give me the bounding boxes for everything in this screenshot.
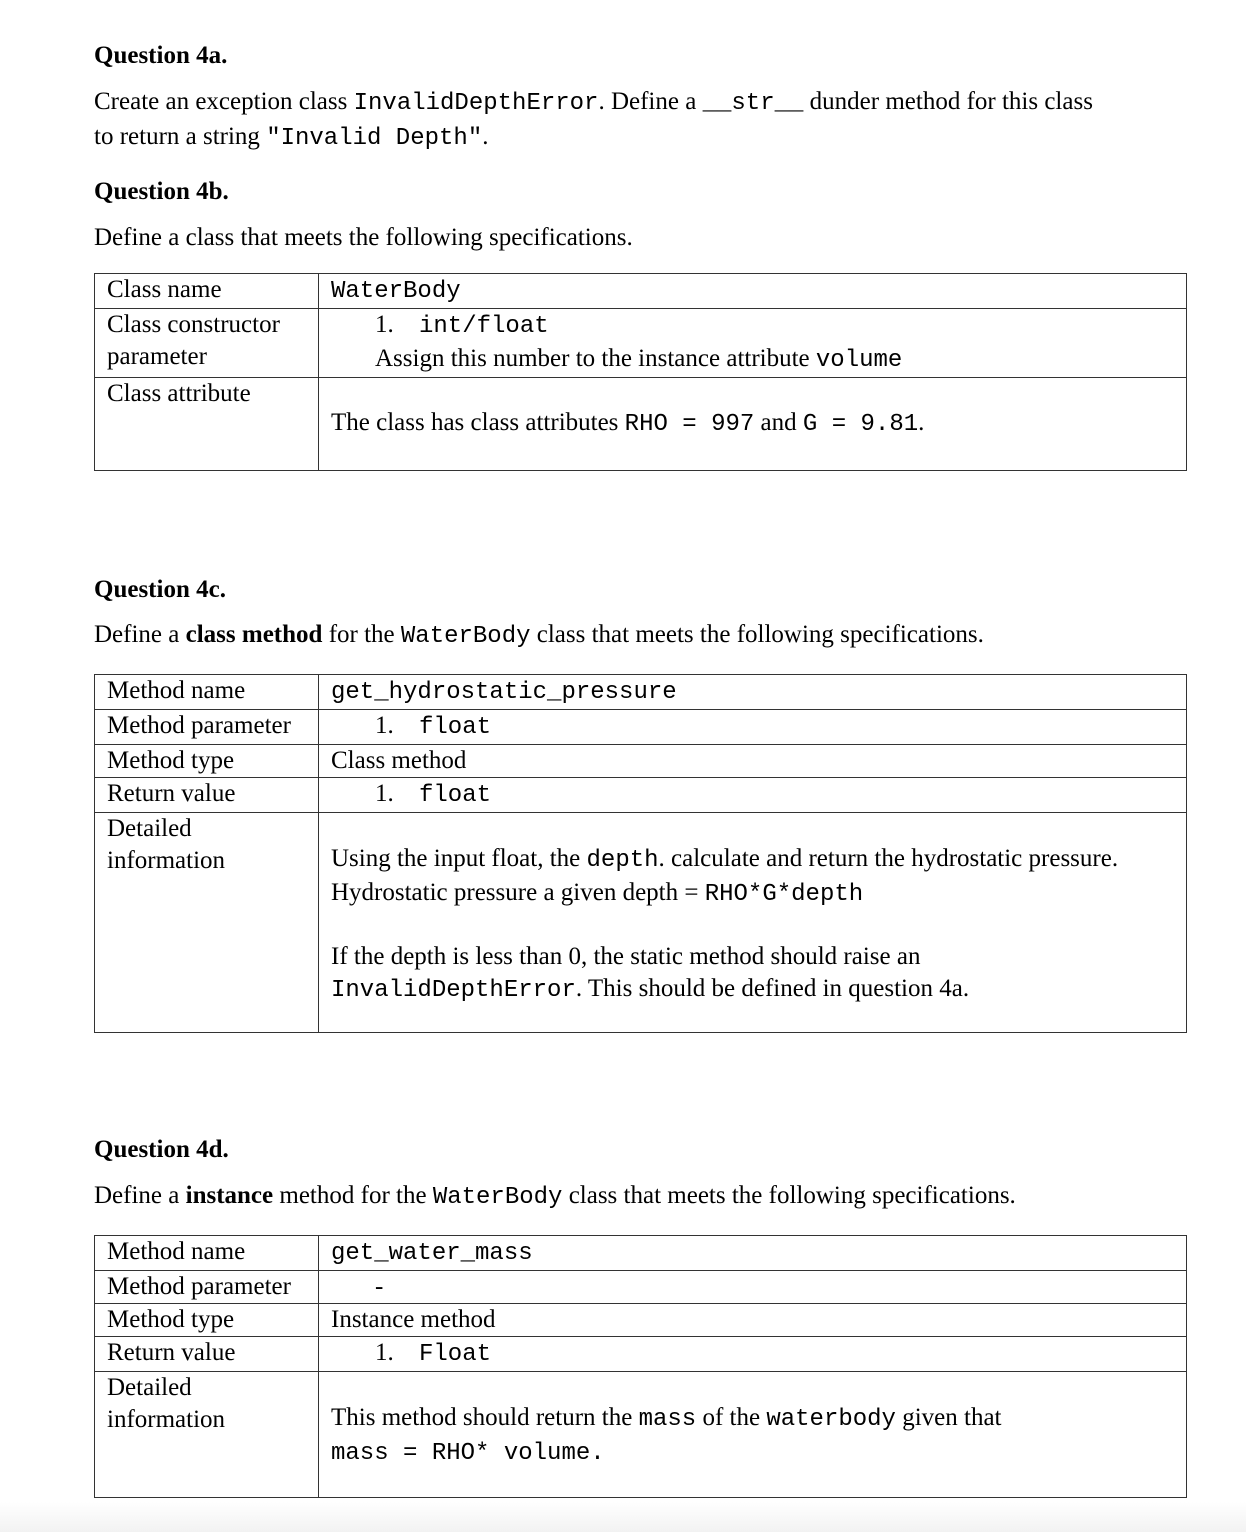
param-type: int/float (419, 313, 549, 340)
row-value (319, 1337, 1187, 1372)
row-value: Class method (319, 745, 1187, 778)
q4a-string-code: "Invalid Depth" (266, 125, 483, 152)
row-value: Instance method (319, 1304, 1187, 1337)
intro-text: method for the (273, 1182, 433, 1209)
row-label: Method name (95, 675, 319, 710)
q4a-text: dunder method for this class (803, 88, 1093, 115)
table-row (95, 309, 1187, 378)
param-type: float (419, 714, 492, 741)
row-label: Return value (95, 778, 319, 813)
table-row (95, 675, 1187, 710)
param-line (331, 710, 491, 744)
q4b-spec-table (94, 273, 1187, 471)
detail-text: of the (696, 1404, 767, 1431)
param-line: - (375, 1273, 384, 1300)
q4c-intro (94, 621, 984, 650)
intro-bold: class method (185, 621, 323, 648)
q4c-spec-table (94, 674, 1187, 1033)
row-label: Method parameter (95, 1271, 319, 1304)
row-label-line: Detailed (107, 815, 192, 842)
table-row (95, 1236, 1187, 1271)
row-value (319, 274, 1187, 309)
table-row (95, 378, 1187, 471)
detail-text: given that (895, 1404, 1002, 1431)
row-label-line: information (107, 1406, 226, 1433)
table-row (95, 274, 1187, 309)
row-label-line: Class constructor (107, 311, 280, 338)
q4a-text: Create an exception class (94, 88, 354, 115)
q4a-paragraph-line2 (94, 123, 488, 152)
table-row (95, 813, 1187, 1033)
param-desc (331, 343, 902, 377)
detail-code: waterbody (766, 1406, 896, 1433)
detail-code: InvalidDepthError (331, 977, 576, 1004)
detail-line (331, 1436, 1174, 1470)
attr-code: G = 9.81 (802, 411, 919, 438)
row-value (319, 378, 1187, 471)
intro-bold: instance (185, 1182, 274, 1209)
return-line (331, 1337, 491, 1371)
intro-text: class that meets the following specifications. (530, 621, 984, 648)
detail-text: Using the input float, the (331, 845, 587, 872)
detail-line (331, 843, 1174, 877)
desc-text: Assign this number to the instance attribute (375, 345, 816, 372)
return-type: float (419, 782, 492, 809)
detail-code: mass (638, 1406, 697, 1433)
row-label (95, 813, 319, 1033)
detail-text: Hydrostatic pressure a given depth = (331, 879, 705, 906)
q4b-intro: Define a class that meets the following specifications. (94, 224, 633, 251)
row-label: Return value (95, 1337, 319, 1372)
q4a-class-code: InvalidDepthError (353, 90, 599, 117)
row-value (319, 1236, 1187, 1271)
row-value (319, 1271, 1187, 1304)
detail-code: RHO*G*depth (704, 881, 864, 908)
row-label: Method parameter (95, 710, 319, 745)
q4a-text: . (482, 123, 489, 150)
intro-text: for the (322, 621, 401, 648)
table-row (95, 1271, 1187, 1304)
list-number: 1. (375, 712, 394, 739)
table-row (95, 1372, 1187, 1498)
return-line (331, 778, 491, 812)
q4d-intro (94, 1182, 1016, 1211)
row-label-line: Detailed (107, 1374, 192, 1401)
row-label-line: parameter (107, 343, 207, 370)
table-row (95, 710, 1187, 745)
row-label: Method type (95, 745, 319, 778)
intro-code: WaterBody (432, 1184, 563, 1211)
q4a-text: . Define a (598, 88, 703, 115)
row-value (319, 813, 1187, 1033)
table-row (95, 1304, 1187, 1337)
row-value (319, 710, 1187, 745)
table-row (95, 1337, 1187, 1372)
attr-text: and (754, 409, 803, 436)
q4a-heading: Question 4a. (94, 42, 228, 69)
row-label: Method name (95, 1236, 319, 1271)
q4d-spec-table (94, 1235, 1187, 1498)
row-value (319, 778, 1187, 813)
list-number: 1. (375, 311, 394, 338)
page-bottom-shade (0, 1502, 1246, 1532)
row-label: Class attribute (95, 378, 319, 471)
attr-code: RHO = 997 (624, 411, 755, 438)
detail-text: . calculate and return the hydrostatic pressure. (658, 845, 1119, 872)
list-number: 1. (375, 1339, 394, 1366)
method-name-value: get_hydrostatic_pressure (331, 679, 677, 706)
attr-text: . (918, 409, 925, 436)
param-line (331, 309, 549, 343)
detail-line (331, 877, 1174, 911)
detail-code: mass = RHO* volume. (331, 1440, 605, 1467)
intro-text: Define a (94, 621, 186, 648)
detail-line: If the depth is less than 0, the static method should raise an (331, 943, 921, 970)
method-name-value: get_water_mass (331, 1240, 533, 1267)
attr-text: The class has class attributes (331, 409, 625, 436)
q4a-text: to return a string (94, 123, 267, 150)
table-row (95, 778, 1187, 813)
row-label: Class name (95, 274, 319, 309)
row-label (95, 1372, 319, 1498)
q4b-heading: Question 4b. (94, 178, 229, 205)
desc-code: volume (815, 347, 903, 374)
intro-code: WaterBody (400, 623, 531, 650)
table-row (95, 745, 1187, 778)
row-value (319, 1372, 1187, 1498)
detail-code: depth (586, 847, 659, 874)
return-type: Float (419, 1341, 492, 1368)
row-label: Method type (95, 1304, 319, 1337)
detail-text: . This should be defined in question 4a. (575, 975, 970, 1002)
q4c-heading: Question 4c. (94, 576, 226, 603)
row-label (95, 309, 319, 378)
row-label-line: information (107, 847, 226, 874)
intro-text: class that meets the following specifications. (562, 1182, 1016, 1209)
list-number: 1. (375, 780, 394, 807)
q4a-paragraph-line1 (94, 88, 1093, 117)
q4d-heading: Question 4d. (94, 1136, 229, 1163)
class-name-value: WaterBody (331, 278, 461, 305)
detail-line (331, 973, 1174, 1007)
q4a-dunder-code: __str__ (702, 90, 804, 117)
detail-text: This method should return the (331, 1404, 639, 1431)
detail-line (331, 1402, 1174, 1436)
row-value (319, 675, 1187, 710)
intro-text: Define a (94, 1182, 186, 1209)
row-value (319, 309, 1187, 378)
